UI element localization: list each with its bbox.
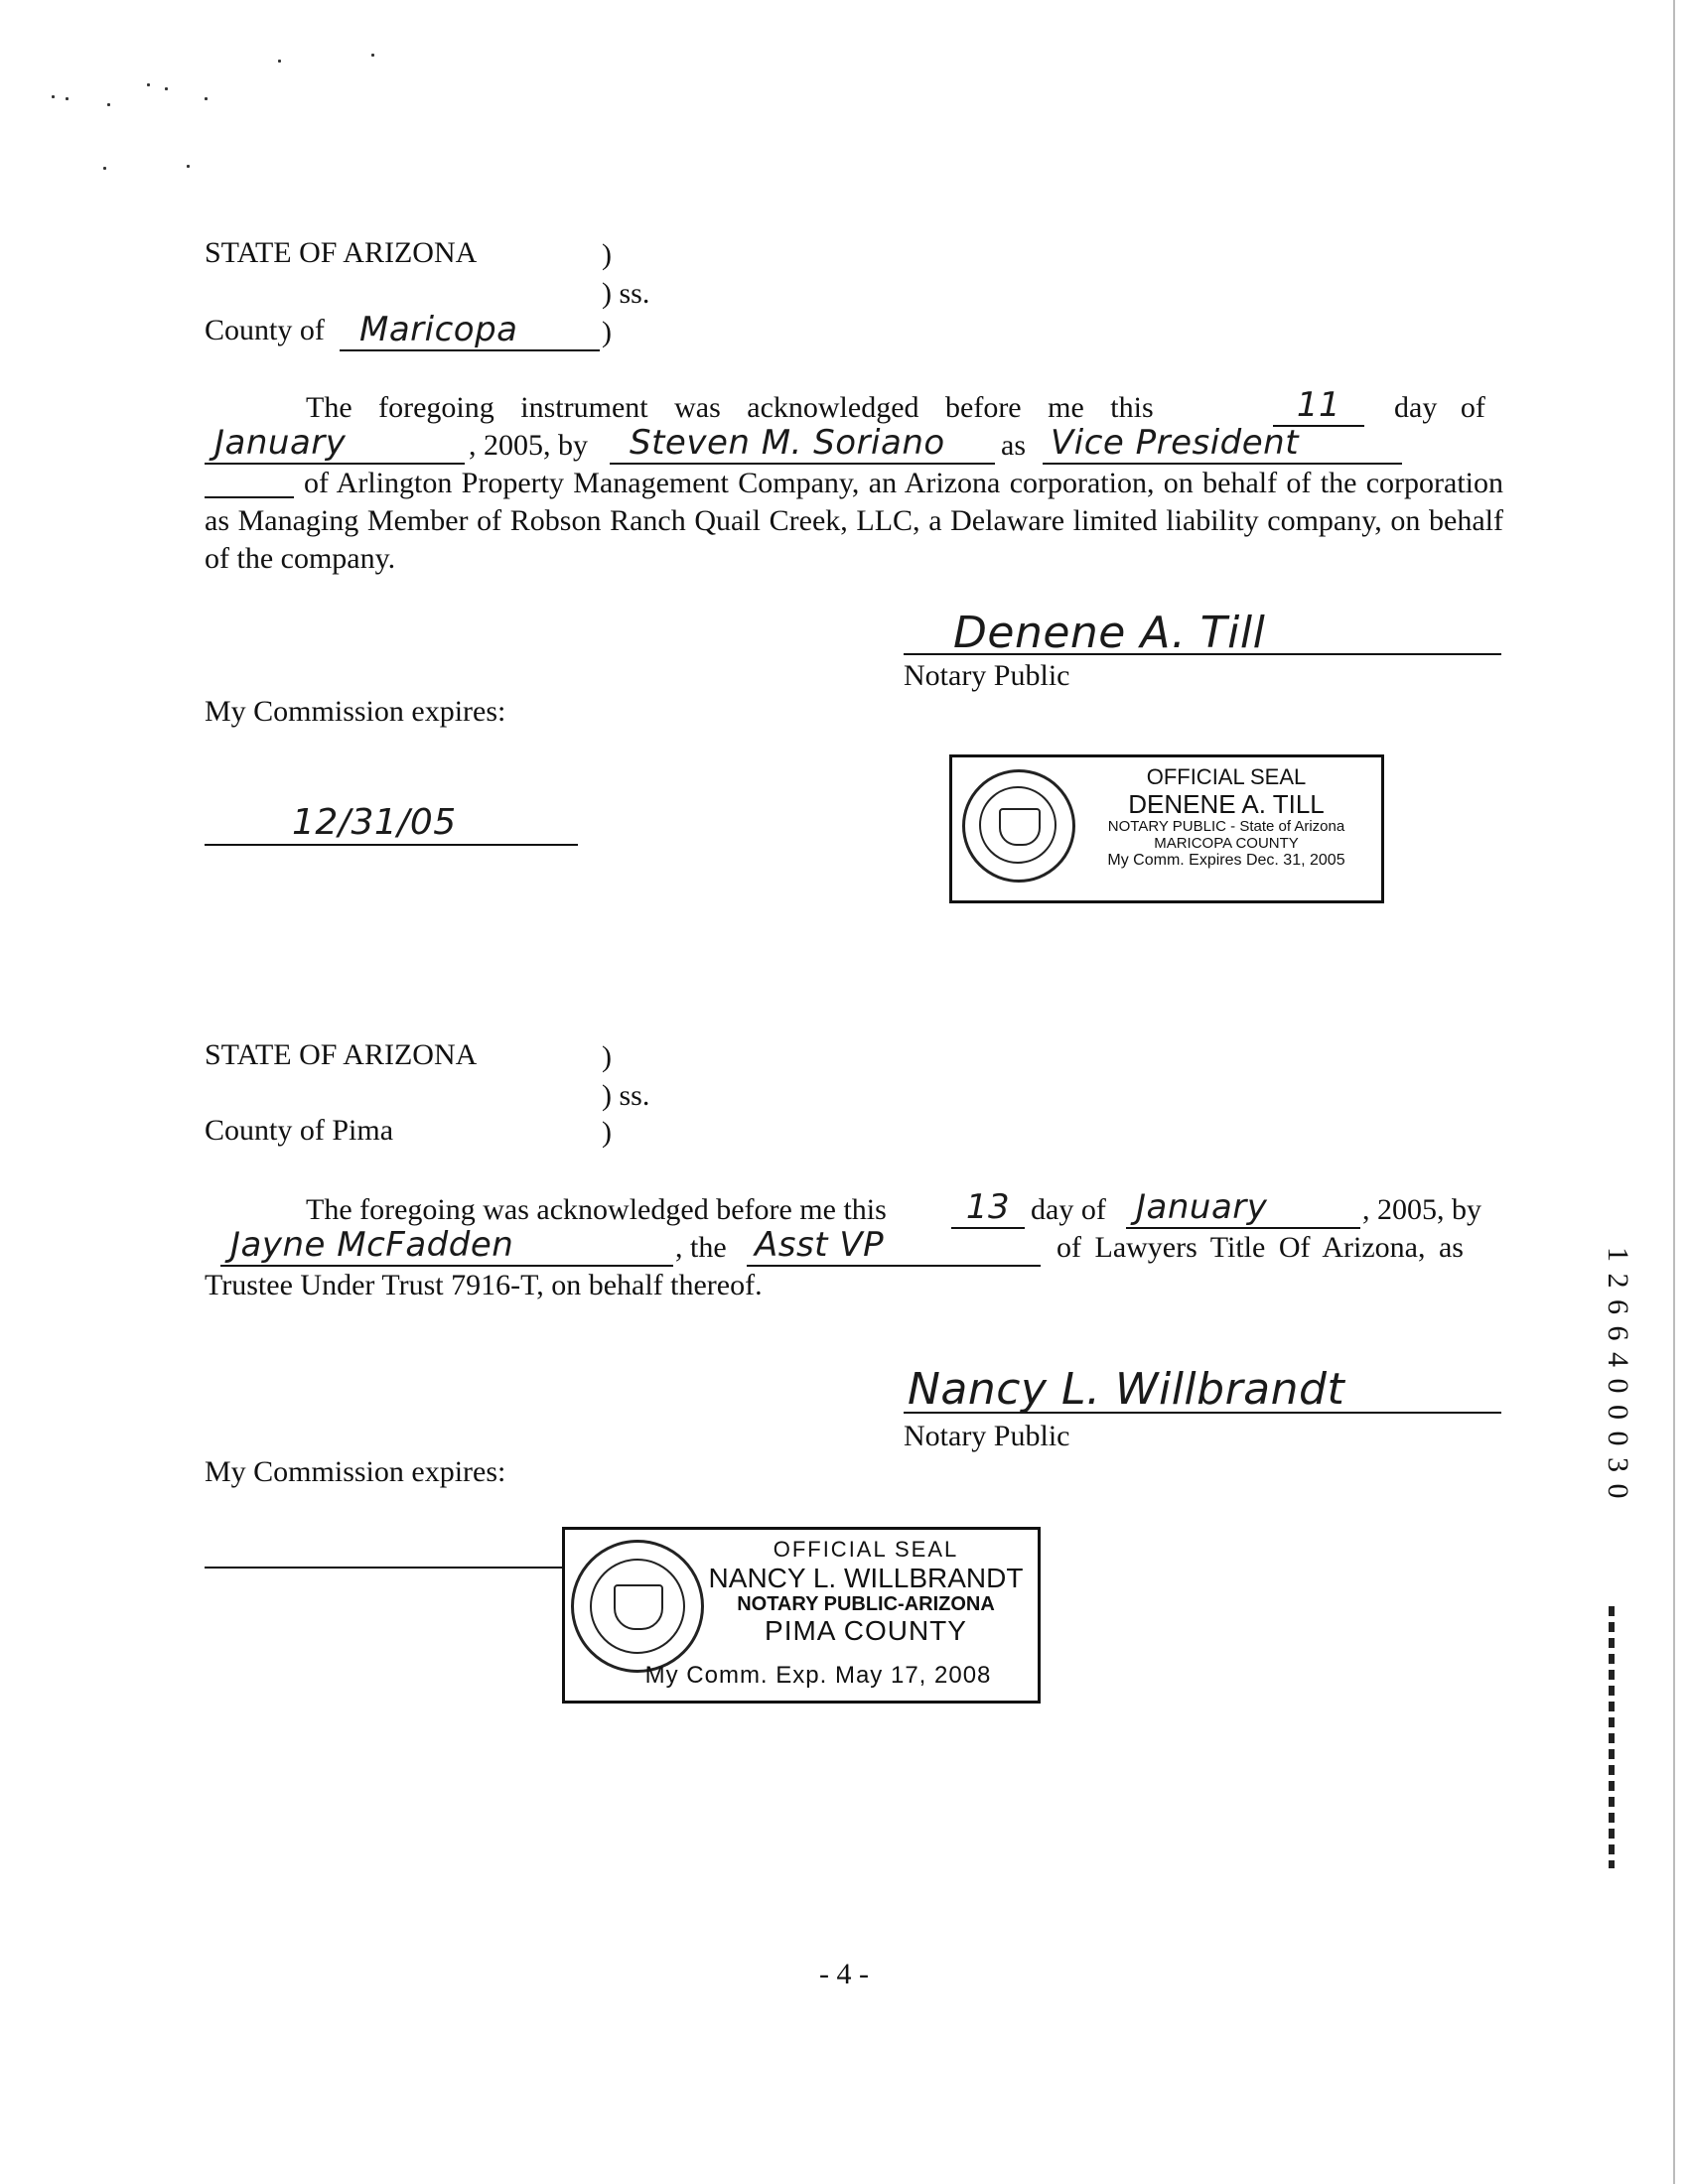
seal-1-line1: OFFICIAL SEAL [1146,764,1307,789]
commission-date-field-1 [205,802,578,846]
as-label-1: as [1001,429,1026,462]
title-field-2 [747,1225,1041,1267]
day-field-1 [1273,385,1364,427]
bracket-2c: ) [602,1116,612,1149]
day-field-2 [951,1187,1025,1229]
ss-label-1: ) ss. [602,277,650,310]
signature-line-2 [904,1364,1501,1414]
seal-2-name: NANCY L. WILLBRANDT [708,1562,1024,1593]
month-field-1 [205,423,465,465]
year-by-label-2: , 2005, by [1362,1193,1481,1226]
company-label-2: of Lawyers Title Of Arizona, as [1056,1231,1464,1264]
title-field-1 [1043,423,1402,465]
month-handwritten: January [214,423,347,463]
county-field-1 [340,310,600,351]
signature-2: Nancy L. Willbrandt [908,1364,1345,1415]
county-handwritten: Maricopa [359,310,518,349]
arizona-seal-icon [962,769,1075,883]
the-label-2: , the [675,1231,727,1264]
seal-1-expiry: My Comm. Expires Dec. 31, 2005 [1107,852,1345,870]
day-of-label-1: day of [1394,391,1485,424]
redaction-marks [1609,1606,1615,1868]
official-seal-2 [562,1527,1041,1704]
notary-label-2: Notary Public [904,1420,1070,1452]
commission-label-2: My Commission expires: [205,1455,506,1488]
seal-2-line3: NOTARY PUBLIC-ARIZONA [737,1592,995,1615]
bracket-2a: ) [602,1040,612,1073]
trust-line-2: Trustee Under Trust 7916-T, on behalf thereof. [205,1269,763,1301]
person-field-1 [610,423,995,465]
day-of-label-2: day of [1031,1193,1106,1226]
title-handwritten-2: Asst VP [755,1225,885,1265]
seal-2-county: PIMA COUNTY [765,1615,967,1647]
seal-2-line1: OFFICIAL SEAL [773,1537,959,1562]
signature-line-1 [904,608,1501,658]
month-handwritten-2: January [1136,1187,1268,1227]
page-number: - 4 - [819,1958,869,1990]
notary-label-1: Notary Public [904,659,1070,692]
official-seal-1 [949,754,1384,903]
commission-date-field-2 [205,1567,572,1569]
signature-1: Denene A. Till [953,608,1266,658]
commission-date-handwritten: 12/31/05 [292,802,457,843]
year-by-label-1: , 2005, by [469,429,588,462]
title-handwritten: Vice President [1051,423,1300,463]
ack-line-1: The foregoing instrument was acknowledged before me this [306,391,1154,424]
recording-number: 1 2 6 6 4 0 0 0 3 0 [1602,1247,1634,1501]
commission-label-1: My Commission expires: [205,695,506,728]
bracket-1a: ) [602,238,612,271]
ss-label-2: ) ss. [602,1079,650,1112]
person-field-2 [220,1225,673,1267]
day-handwritten: 11 [1296,385,1341,425]
arizona-seal-icon [571,1540,704,1673]
bracket-1c: ) [602,316,612,348]
seal-1-county: MARICOPA COUNTY [1154,834,1299,852]
seal-2-expiry: My Comm. Exp. May 17, 2008 [644,1662,992,1689]
seal-1-line3: NOTARY PUBLIC - State of Arizona [1107,817,1345,835]
ack-line-2: The foregoing was acknowledged before me this [306,1193,887,1226]
state-heading-1: STATE OF ARIZONA [205,236,478,269]
county-label-2: County of Pima [205,1114,394,1147]
county-label-1: County of [205,314,325,346]
person-handwritten-2: Jayne McFadden [230,1225,514,1265]
month-field-2 [1126,1187,1360,1229]
state-heading-2: STATE OF ARIZONA [205,1038,478,1071]
day-handwritten-2: 13 [965,1187,1011,1227]
seal-1-name: DENENE A. TILL [1128,788,1325,819]
ack-body-1: of Arlington Property Management Company, an Arizona corporation, on behalf of the corporation as Managing Member of Robson Ranch Quail Creek, LLC, a Delaware limited liability company, on behalf of the company. [205,467,1503,575]
person-handwritten: Steven M. Soriano [630,423,945,463]
